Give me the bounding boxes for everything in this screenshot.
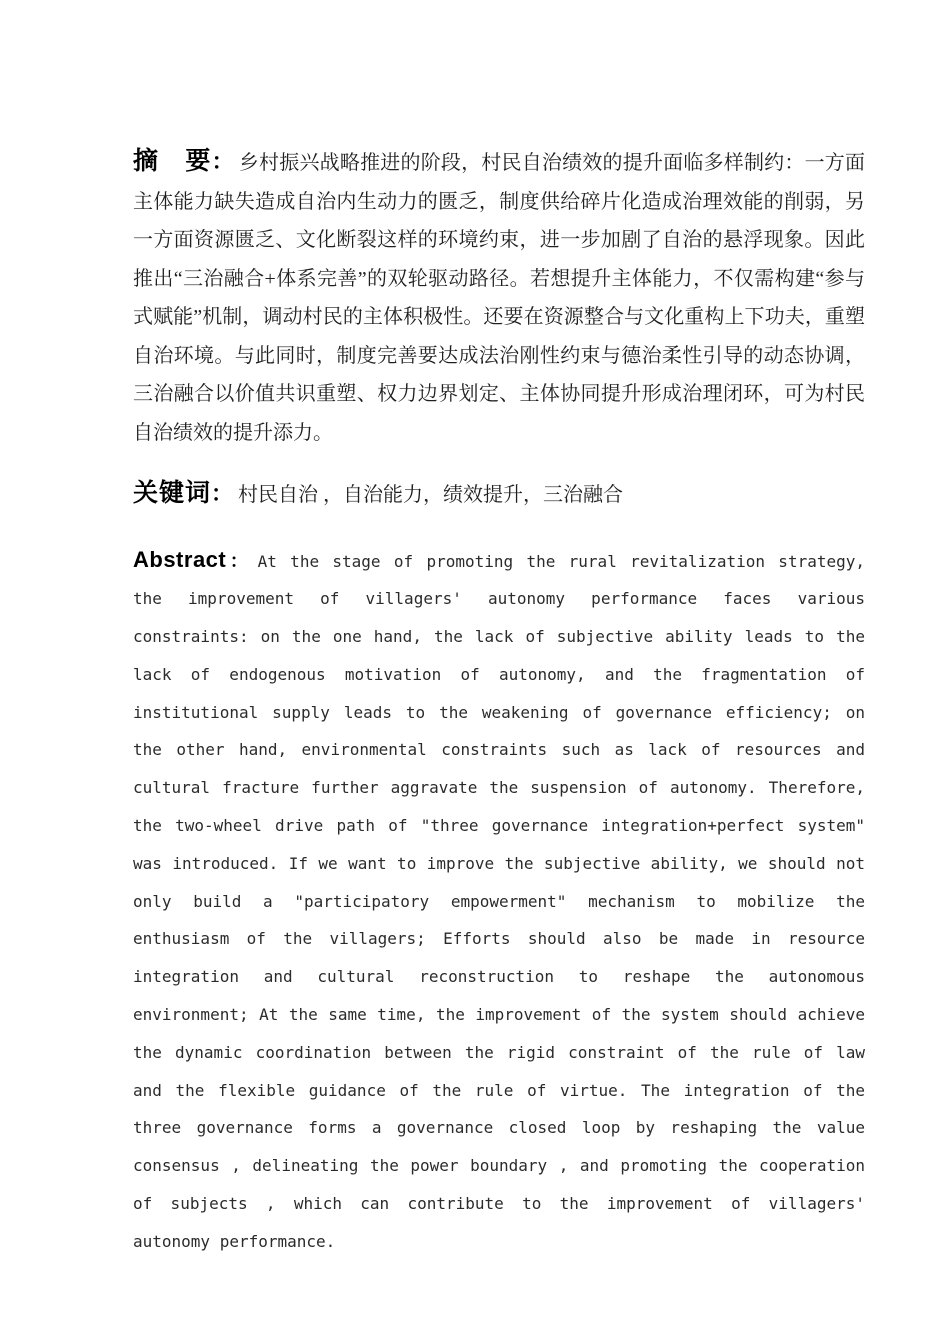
chinese-abstract-paragraph: [133, 142, 865, 452]
abstract-cn-label: 摘 要: [133, 147, 212, 175]
keywords-text: 村民自治 ，自治能力，绩效提升，三治融合: [238, 484, 624, 506]
abstract-en-label: Abstract: [133, 546, 227, 572]
keywords-paragraph: [133, 474, 865, 515]
abstract-section: [133, 142, 865, 1261]
abstract-en-text: At the stage of promoting the rural revitalization strategy, the improvement of villagers' autonomy performance faces various constraints: on the one hand, the lack of subjective ability leads to the lack of endogenous motivation of autonomy, and the fragmentation of institutional supply leads to the weakening of governance efficiency; on the other hand, environmental constraints such as lack of resources and cultural fracture further aggravate the suspension of autonomy. Therefore, the two-wheel drive path of "three governance integration+perfect system" was introduced. If we want to improve the subjective ability, we should not only build a "participatory empowerment" mechanism to mobilize the enthusiasm of the villagers; Efforts should also be made in resource integration and cultural reconstruction to reshape the autonomous environment; At the same time, the improvement of the system should achieve the dynamic coordination between the rigid constraint of the rule of law and the flexible guidance of the rule of virtue. The integration of the three governance forms a governance closed loop by reshaping the value consensus , delineating the power boundary , and promoting the cooperation of subjects , which can contribute to the improvement of villagers' autonomy performance.: [133, 551, 866, 1251]
keywords-colon: ：: [211, 481, 234, 506]
keywords-label: 关键词: [133, 479, 212, 507]
abstract-en-colon: ：: [226, 550, 252, 571]
abstract-cn-text: 乡村振兴战略推进的阶段，村民自治绩效的提升面临多样制约：一方面主体能力缺失造成自治内生动力的匮乏，制度供给碎片化造成治理效能的削弱，另一方面资源匮乏、文化断裂这样的环境约束，进一步加剧了自治的悬浮现象。因此推出“三治融合+体系完善”的双轮驱动路径。若想提升主体能力，不仅需构建“参与式赋能”机制，调动村民的主体积极性。还要在资源整合与文化重构上下功夫，重塑自治环境。与此同时，制度完善要达成法治刚性约束与德治柔性引导的动态协调，三治融合以价值共识重塑、权力边界划定、主体协同提升形成治理闭环，可为村民自治绩效的提升添力。: [133, 152, 865, 444]
english-abstract-paragraph: [133, 541, 865, 1261]
abstract-cn-colon: ：: [211, 149, 234, 174]
